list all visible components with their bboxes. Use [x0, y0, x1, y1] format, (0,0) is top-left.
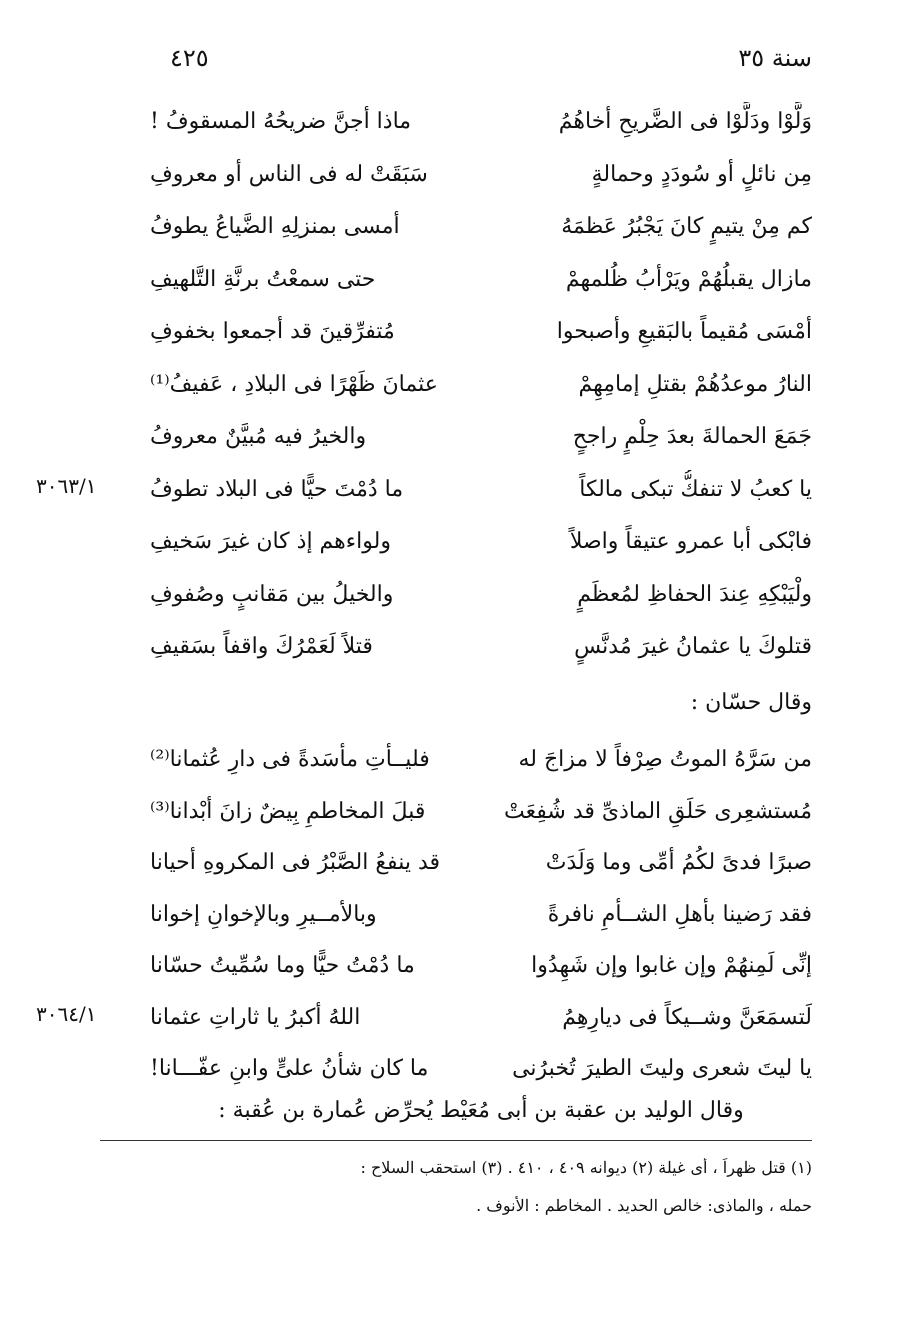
verse — [150, 627, 812, 675]
verse — [150, 470, 812, 518]
poem-two-intro: وقال حسّان : — [690, 690, 812, 715]
verse — [150, 155, 812, 203]
verse-first-hemistich: وَلَّوْا ودَلَّوْا فى الضَّريحِ أخاهُمُ — [558, 109, 812, 134]
verse-second-hemistich: ماذا أجنَّ ضريحُهُ المسقوفُ ! — [150, 109, 412, 134]
footnote-line-2: حمله ، والماذى: خالص الحديد . المخاطم : الأنوف . — [476, 1196, 812, 1215]
margin-reference-number: ٣٠٦٤/١ — [36, 1001, 97, 1026]
running-header-year: سنة ٣٥ — [738, 44, 812, 72]
verse — [150, 365, 812, 413]
footnote-rule — [100, 1140, 812, 1141]
verse-second-hemistich: قتلاً لَعَمْرُكَ واقفاً بسَقيفِ — [150, 634, 373, 659]
verse-first-hemistich: لَتسمَعَنَّ وشــيكاً فى ديارِهِمُ — [562, 1004, 812, 1030]
verse-first-hemistich: مازال يقبلُهُمْ ويَرْأبُ ظُلمهمْ — [565, 266, 812, 292]
verse-first-hemistich: جَمَعَ الحمالةَ بعدَ حِلْمٍ راجحٍ — [572, 424, 812, 449]
verse-second-hemistich: عثمانَ ظَهْرًا فى البلادِ ، عَفيفُ⁽¹⁾ — [150, 371, 438, 397]
verse-first-hemistich: مُستشعِرى حَلَقِ الماذىِّ قد شُفِعَتْ — [504, 798, 812, 824]
verse-first-hemistich: مِن نائلٍ أو سُودَدٍ وحمالةٍ — [591, 161, 812, 187]
page-number: ٤٢٥ — [170, 44, 209, 72]
verse-first-hemistich: النارُ موعدُهُمْ بقتلِ إمامِهِمْ — [578, 371, 812, 397]
poem-three-intro: وقال الوليد بن عقبة بن أبى مُعَيْط يُحرِّض عُمارة بن عُقبة : — [218, 1098, 744, 1123]
verse-second-hemistich: مُتفرِّقينَ قد أجمعوا بخفوفِ — [150, 319, 395, 344]
verse — [150, 895, 812, 943]
verse-first-hemistich: فابْكى أبا عمرو عتيقاً واصلاً — [569, 529, 812, 554]
verse-first-hemistich: فقد رَضينا بأهلِ الشــأمِ نافرةً — [547, 901, 812, 927]
verse — [150, 417, 812, 465]
verse-second-hemistich: قبلَ المخاطمِ بِيضٌ زانَ أبْدانا⁽³⁾ — [150, 798, 426, 824]
verse-second-hemistich: أمسى بمنزلِهِ الضَّياعُ يطوفُ — [150, 214, 400, 239]
verse — [150, 260, 812, 308]
verse-second-hemistich: سَبَقَتْ له فى الناس أو معروفِ — [150, 161, 428, 187]
verse-first-hemistich: ولْيَبْكِهِ عِندَ الحفاظِ لمُعظَمٍ — [577, 581, 812, 607]
verse — [150, 1049, 812, 1097]
verse-second-hemistich: فليــأتِ مأسَدةً فى دارِ عُثمانا⁽²⁾ — [150, 747, 430, 772]
verse-first-hemistich: يا ليتَ شعرى وليتَ الطيرَ تُخبرُنى — [512, 1056, 812, 1081]
verse-second-hemistich: قد ينفعُ الصَّبْرُ فى المكروهِ أحيانا — [150, 850, 441, 875]
margin-reference-number: ٣٠٦٣/١ — [36, 473, 97, 498]
verse — [150, 946, 812, 994]
verse — [150, 207, 812, 255]
verse-second-hemistich: والخيرُ فيه مُبيَّنٌ معروفُ — [150, 424, 367, 449]
verse-first-hemistich: من سَرَّهُ الموتُ صِرْفاً لا مزاجَ له — [518, 747, 812, 772]
verse-second-hemistich: اللهُ أكبرُ يا ثاراتِ عثمانا — [150, 1004, 361, 1030]
verse — [150, 843, 812, 891]
verse-second-hemistich: حتى سمعْتُ برنَّةِ التَّلهيفِ — [150, 266, 376, 292]
verse-second-hemistich: ما كان شأنُ علىٍّ وابنِ عفّـــانا! — [150, 1056, 429, 1081]
verse-second-hemistich: والخيلُ بين مَقانبٍ وصُفوفِ — [150, 581, 394, 607]
verse-first-hemistich: إنِّى لَمِنهُمْ وإن غابوا وإن شَهِدُوا — [531, 953, 812, 978]
verse-first-hemistich: يا كعبُ لا تنفكُّ تبكى مالكاً — [579, 476, 812, 502]
verse — [150, 575, 812, 623]
verse-second-hemistich: ولواءهم إذ كان غيرَ سَخيفِ — [150, 529, 391, 554]
verse — [150, 522, 812, 570]
verse-first-hemistich: أمْسَى مُقيماً بالبَقيعِ وأصبحوا — [556, 319, 812, 344]
verse — [150, 998, 812, 1046]
verse-first-hemistich: كم مِنْ يتيمٍ كانَ يَجْبُرُ عَظمَهُ — [561, 214, 812, 239]
verse — [150, 792, 812, 840]
verse-first-hemistich: صبرًا فدىً لكُمُ أمِّى وما وَلَدَتْ — [545, 850, 812, 875]
footnote-line-1: (١) قتل ظهراً ، أى غيلة (٢) ديوانه ٤٠٩ ، ٤١٠ . (٣) استحقب السلاح : — [360, 1158, 812, 1177]
verse — [150, 102, 812, 150]
verse-second-hemistich: ما دُمْتَ حيًّا فى البلاد تطوفُ — [150, 476, 404, 502]
verse-second-hemistich: وبالأمــيرِ وبالإخوانِ إخوانا — [150, 901, 377, 927]
verse-first-hemistich: قتلوكَ يا عثمانُ غيرَ مُدنَّسٍ — [574, 634, 812, 659]
verse — [150, 312, 812, 360]
verse-second-hemistich: ما دُمْتُ حيًّا وما سُمِّيتُ حسّانا — [150, 953, 415, 978]
verse — [150, 740, 812, 788]
